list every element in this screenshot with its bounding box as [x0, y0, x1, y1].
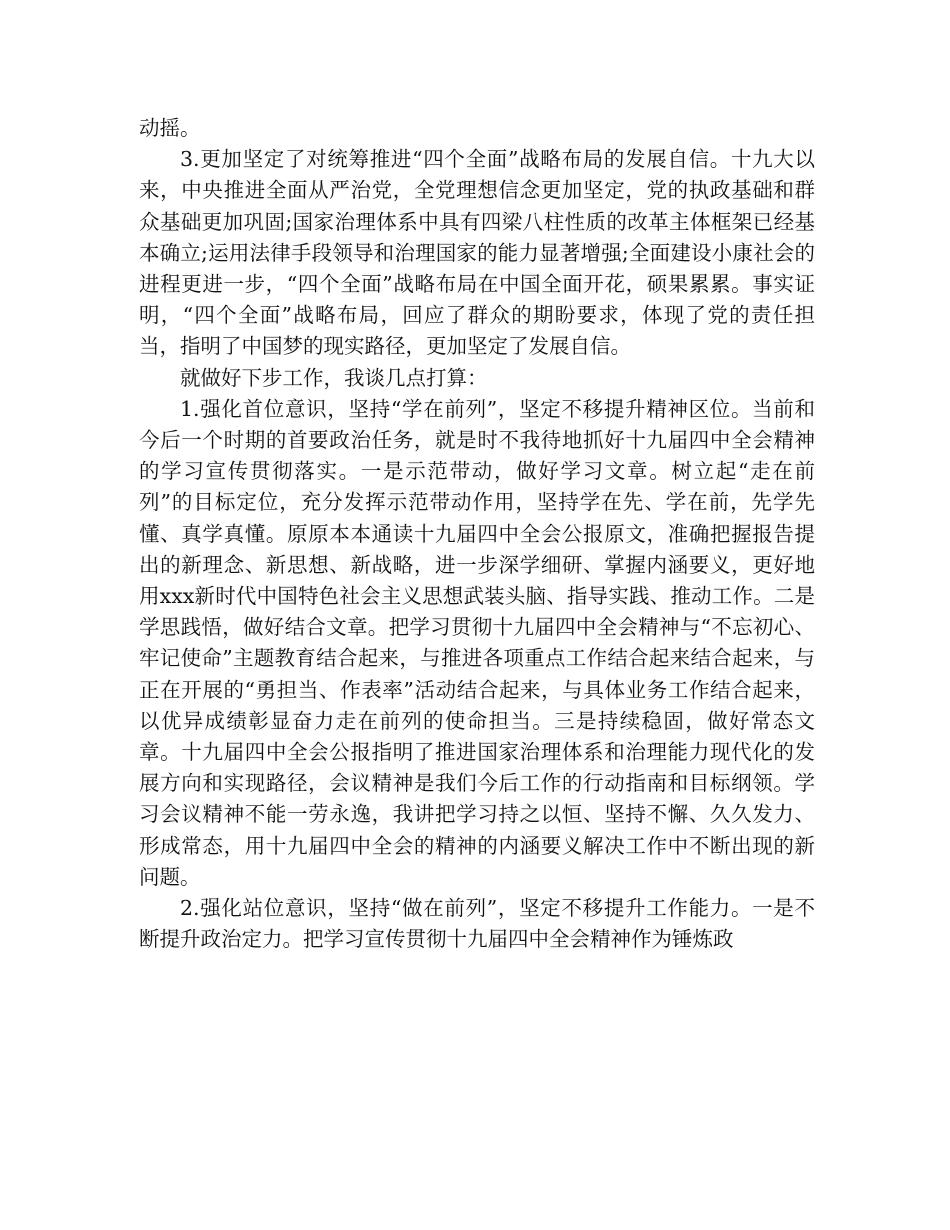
paragraph-plan-2: 2.强化站位意识，坚持“做在前列”，坚定不移提升工作能力。一是不断提升政治定力。把学习宣传贯彻十九届四中全会精神作为锤炼政 — [139, 896, 815, 952]
paragraph-plan-1: 1.强化首位意识，坚持“学在前列”，坚定不移提升精神区位。当前和今后一个时期的首要政治任务，就是时不我待地抓好十九届四中全会精神的学习宣传贯彻落实。一是示范带动，做好学习文章。树立起“走在前列”的目标定位，充分发挥示范带动作用，坚持学在先、学在前，先学先懂、真学真懂。原原本本通读十九届四中全会公报原文，准确把握报告提出的新理念、新思想、新战略，进一步深学细研、掌握内涵要义，更好地用xxx新时代中国特色社会主义思想武装头脑、指导实践、推动工作。二是学思践悟，做好结合文章。把学习贯彻十九届四中全会精神与“不忘初心、牢记使命”主题教育结合起来，与推进各项重点工作结合起来结合起来，与正在开展的“勇担当、作表率”活动结合起来，与具体业务工作结合起来，以优异成绩彰显奋力走在前列的使命担当。三是持续稳固，做好常态文章。十九届四中全会公报指明了推进国家治理体系和治理能力现代化的发展方向和实现路径，会议精神是我们今后工作的行动指南和目标纲领。学习会议精神不能一劳永逸，我讲把学习持之以恒、坚持不懈、久久发力、形成常态，用十九届四中全会的精神的内涵要义解决工作中不断出现的新问题。 — [139, 396, 815, 889]
paragraph-confidence: 3.更加坚定了对统筹推进“四个全面”战略布局的发展自信。十九大以来，中央推进全面从严治党，全党理想信念更加坚定，党的执政基础和群众基础更加巩固;国家治理体系中具有四梁八柱性质的改革主体框架已经基本确立;运用法律手段领导和治理国家的能力显著增强;全面建设小康社会的进程更进一步，“四个全面”战略布局在中国全面开花，硕果累累。事实证明，“四个全面”战略布局，回应了群众的期盼要求，体现了党的责任担当，指明了中国梦的现实路径，更加坚定了发展自信。 — [139, 147, 815, 359]
document-page — [139, 113, 815, 955]
paragraph-plan-intro: 就做好下步工作，我谈几点打算： — [180, 365, 488, 390]
paragraph-continuation: 动摇。 — [139, 116, 201, 140]
